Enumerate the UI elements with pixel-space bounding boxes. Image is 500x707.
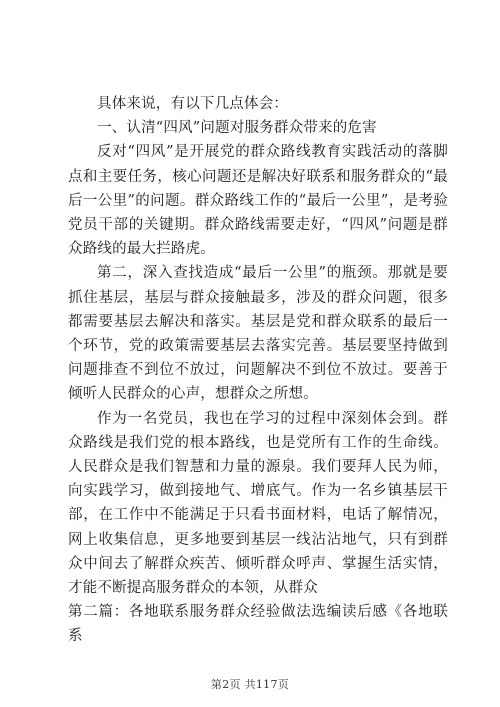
paragraph-party-member: 作为一名党员，我也在学习的过程中深刻体会到。群众路线是我们党的根本路线，也是党所有工作的生命线。人民群众是我们智慧和力量的源泉。我们要拜人民为师，向实践学习，做到接地气、增底气。作为一名乡镇基层干部，在工作中不能满足于只看书面材料，电话了解情况，网上收集信息，更多地要到基层一线沾沾地气，只有到群众中间去了解群众疾苦、倾听群众呼声、掌握生活实情，才能不断提高服务群众的本领，从群众: [68, 410, 448, 597]
document-body: [68, 92, 448, 649]
paragraph-bottleneck: 第二，深入查找造成“最后一公里”的瓶颈。那就是要抓住基层，基层与群众接触最多，涉及的群众问题，很多都需要基层去解决和落实。基层是党和群众联系的最后一个环节，党的政策需要基层去落实完善。基层要坚持做到问题排查不到位不放过，问题解决不到位不放过。要善于倾听人民群众的心声，想群众之所想。: [68, 265, 448, 403]
paragraph-next-article: 第二篇：各地联系服务群众经验做法选编读后感《各地联系: [68, 604, 448, 645]
section-heading: 一、认清“四风”问题对服务群众带来的危害: [97, 120, 377, 137]
paragraph-four-winds: 反对“四风”是开展党的群众路线教育实践活动的落脚点和主要任务，核心问题还是解决好联系和服务群众的“最后一公里”的问题。群众路线工作的“最后一公里”，是考验党员干部的关键期。群众路线需要走好，“四风”问题是群众路线的最大拦路虎。: [68, 144, 448, 258]
page-footer: 第2页 共117页: [210, 678, 290, 691]
paragraph-intro: 具体来说，有以下几点体会：: [97, 96, 289, 112]
